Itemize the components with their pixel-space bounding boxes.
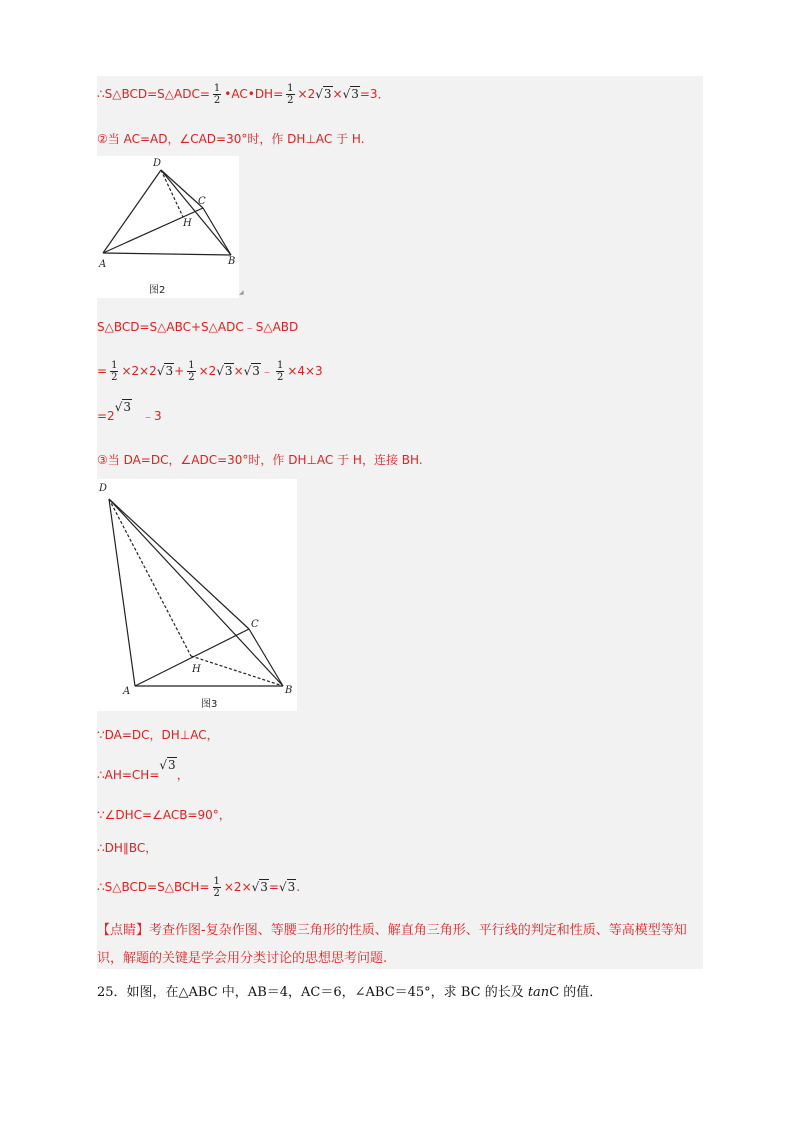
segment-DH-dashed — [109, 499, 191, 656]
case-2-area-result: =2√3﹣3 — [97, 400, 162, 423]
sqrt-three: √3 — [342, 87, 359, 101]
text-seg: × — [332, 87, 343, 101]
segment-AC — [135, 629, 249, 686]
sqrt-three: √3 — [159, 758, 176, 772]
area-equation-1 — [97, 83, 390, 106]
label-H: H — [192, 664, 201, 675]
sqrt-three: √3 — [278, 880, 296, 894]
label-D: D — [99, 483, 108, 494]
label-B: B — [285, 685, 293, 696]
figure-3 — [97, 479, 297, 711]
figure-2 — [97, 156, 239, 298]
question-25: 25．如图，在△ABC 中，AB＝4，AC＝6，∠ABC＝45°，求 BC 的长及 tanC 的值． — [97, 985, 603, 1000]
text-seg: =3． — [359, 87, 390, 101]
figure-2-diagram — [97, 156, 239, 298]
label-D: D — [153, 158, 162, 169]
figure-3-diagram — [97, 479, 297, 711]
text-seg: •AC•DH= — [224, 87, 284, 101]
fraction-half: $\frac{1}{2}$ — [111, 360, 118, 383]
label-C: C — [198, 196, 206, 207]
paragraph-mark: ◢ — [239, 289, 244, 296]
segment-DB — [161, 170, 231, 255]
fraction-half: $\frac{1}{2}$ — [213, 83, 221, 106]
fraction-half: $\frac{1}{2}$ — [213, 876, 220, 899]
text-seg: ∴S△BCD=S△ADC= — [97, 87, 210, 101]
case-3-step-5: ∴S△BCD=S△BCH= $\frac{1}{2}$ ×2×√3=√3. — [97, 876, 301, 899]
label-A: A — [123, 686, 131, 697]
fraction-half: $\frac{1}{2}$ — [287, 83, 294, 106]
figure-3-caption: 图3 — [201, 699, 218, 710]
case-2-area-formula: S△BCD=S△ABC+S△ADC﹣S△ABD — [97, 320, 299, 334]
sqrt-three: √3 — [243, 364, 260, 378]
case-2-area-expansion: = $\frac{1}{2}$ ×2×2√3+ $\frac{1}{2}$ ×2√3×√3﹣ $\frac{1}{2}$ ×4×3 — [97, 360, 323, 383]
case-3-step-2: ∴AH=CH=√3， — [97, 758, 189, 782]
segment-DC — [161, 170, 203, 208]
segment-CB — [203, 208, 231, 255]
sqrt-three: √3 — [156, 364, 174, 378]
case-3-heading: ③当 DA=DC，∠ADC=30°时，作 DH⊥AC 于 H，连接 BH. — [97, 453, 423, 467]
case-2-heading: ②当 AC=AD，∠CAD=30°时，作 DH⊥AC 于 H. — [97, 132, 365, 146]
sqrt-three: √3 — [114, 400, 131, 414]
case-3-step-1: ∵DA=DC，DH⊥AC， — [97, 728, 219, 742]
sqrt-three: √3 — [216, 364, 233, 378]
label-A: A — [99, 259, 107, 270]
case-3-step-3: ∵∠DHC=∠ACB=90°， — [97, 808, 231, 822]
figure-2-caption: 图2 — [149, 285, 166, 296]
fraction-half: $\frac{1}{2}$ — [276, 360, 284, 383]
segment-AB — [103, 253, 231, 255]
sqrt-three: √3 — [315, 87, 332, 101]
sqrt-three: √3 — [251, 880, 268, 894]
fraction-half: $\frac{1}{2}$ — [188, 360, 195, 383]
comment-note: 【点睛】考查作图-复杂作图、等腰三角形的性质、解直角三角形、平行线的判定和性质、等高模型等知识，解题的关键是学会用分类讨论的思想思考问题. — [97, 923, 687, 966]
segment-DC — [109, 499, 249, 629]
label-C: C — [251, 619, 259, 630]
label-B: B — [228, 256, 236, 267]
text-seg: ×2 — [297, 87, 316, 101]
label-H: H — [183, 218, 192, 229]
case-3-step-4: ∴DH∥BC， — [97, 841, 158, 855]
segment-DA — [109, 499, 135, 686]
segment-CB — [249, 629, 283, 686]
